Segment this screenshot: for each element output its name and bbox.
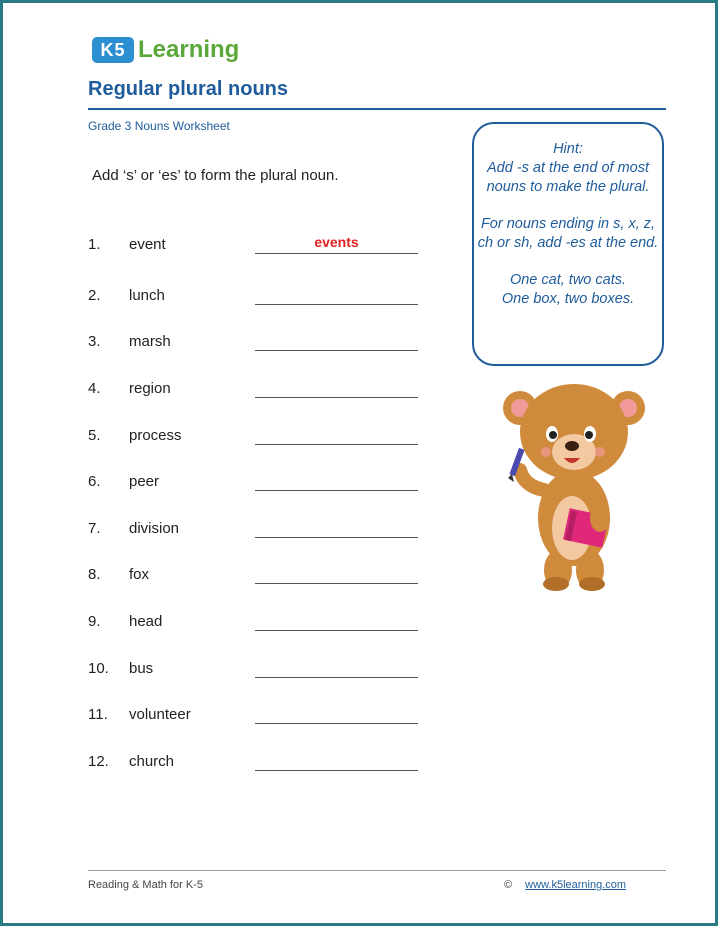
bear-mascot-illustration xyxy=(500,378,650,593)
footer-website-link[interactable]: www.k5learning.com xyxy=(525,879,627,891)
hint-example-box: One box, two boxes. xyxy=(501,291,635,307)
singular-noun: region xyxy=(129,380,171,397)
answer-line[interactable] xyxy=(255,723,418,724)
item-number: 11. xyxy=(88,706,108,723)
hint-example-cat: One cat, two cats. xyxy=(509,272,627,288)
singular-noun: church xyxy=(129,753,175,770)
exercise-row xyxy=(88,613,428,635)
hint-heading: Hint: xyxy=(553,141,583,157)
answer-line[interactable] xyxy=(255,304,418,305)
footer-divider xyxy=(88,870,666,871)
instructions: Add ‘s’ or ‘es’ to form the plural noun. xyxy=(92,167,339,184)
singular-noun: division xyxy=(129,520,180,537)
footer-tagline: Reading & Math for K-5 xyxy=(88,879,203,891)
worksheet-subtitle: Grade 3 Nouns Worksheet xyxy=(88,119,230,133)
answer-line[interactable] xyxy=(255,770,418,771)
exercise-row xyxy=(88,427,428,449)
singular-noun: lunch xyxy=(129,287,165,304)
item-number: 10. xyxy=(88,660,109,677)
item-number: 8. xyxy=(88,566,101,583)
k5-learning-logo xyxy=(92,36,239,64)
singular-noun: process xyxy=(129,427,182,444)
answer-line[interactable] xyxy=(255,677,418,678)
answer-line[interactable] xyxy=(255,490,418,491)
item-number: 12. xyxy=(88,753,109,770)
item-number: 6. xyxy=(88,473,101,490)
item-number: 4. xyxy=(88,380,101,397)
hint-box xyxy=(472,122,664,366)
singular-noun: fox xyxy=(129,566,150,583)
item-number: 5. xyxy=(88,427,101,444)
exercise-row xyxy=(88,706,428,728)
exercise-row xyxy=(88,287,428,309)
answer-line[interactable] xyxy=(255,537,418,538)
item-number: 2. xyxy=(88,287,101,304)
item-number: 3. xyxy=(88,333,101,350)
item-number: 1. xyxy=(88,236,101,253)
exercise-row xyxy=(88,660,428,682)
copyright-symbol: © xyxy=(504,879,513,891)
exercise-row xyxy=(88,520,428,542)
singular-noun: volunteer xyxy=(129,706,191,723)
exercise-row xyxy=(88,236,428,258)
answer-line[interactable] xyxy=(255,397,418,398)
hint-rule-es: For nouns ending in s, x, z, ch or sh, add -es at the end. xyxy=(477,216,659,251)
singular-noun: event xyxy=(129,236,166,253)
exercise-row xyxy=(88,753,428,775)
plural-answer: events xyxy=(314,234,359,250)
answer-line[interactable] xyxy=(255,444,418,445)
item-number: 9. xyxy=(88,613,101,630)
exercise-row xyxy=(88,566,428,588)
answer-line[interactable] xyxy=(255,630,418,631)
singular-noun: peer xyxy=(129,473,160,490)
logo-badge: K5 xyxy=(92,37,134,63)
singular-noun: bus xyxy=(129,660,154,677)
exercise-row xyxy=(88,473,428,495)
answer-line[interactable] xyxy=(255,583,418,584)
singular-noun: head xyxy=(129,613,163,630)
item-number: 7. xyxy=(88,520,101,537)
exercise-row xyxy=(88,333,428,355)
exercise-row xyxy=(88,380,428,402)
logo-text: Learning xyxy=(138,36,240,63)
answer-line[interactable] xyxy=(255,253,418,254)
answer-line[interactable] xyxy=(255,350,418,351)
singular-noun: marsh xyxy=(129,333,171,350)
hint-rule-s: Add -s at the end of most nouns to make the plural. xyxy=(486,160,650,195)
title-divider xyxy=(88,108,666,110)
page-title: Regular plural nouns xyxy=(88,78,289,100)
footer-copyright xyxy=(504,879,626,891)
